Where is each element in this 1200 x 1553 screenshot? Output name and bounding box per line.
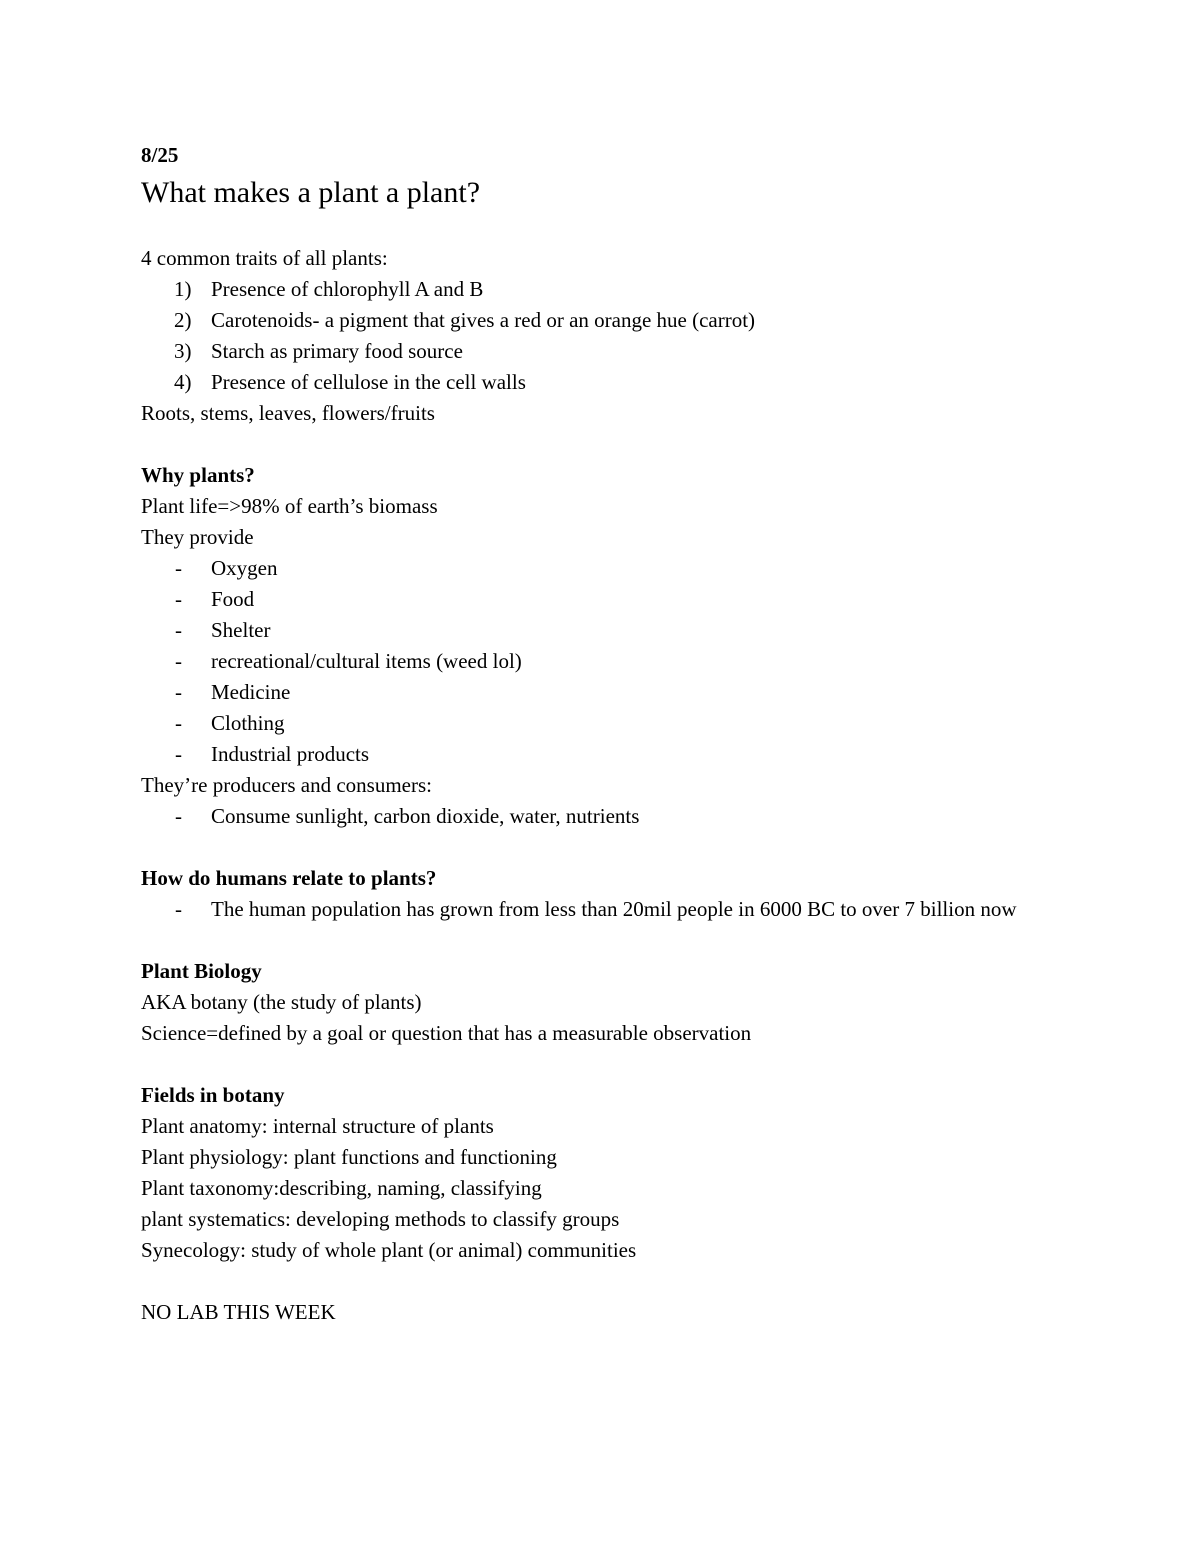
list-item bbox=[141, 894, 1081, 925]
list-item-text: Medicine bbox=[211, 680, 291, 704]
dash-bullet: - bbox=[175, 897, 182, 921]
they-provide-line: They provide bbox=[141, 525, 254, 549]
field-line: Plant physiology: plant functions and functioning bbox=[141, 1145, 557, 1169]
list-item bbox=[141, 615, 1081, 646]
provide-list bbox=[141, 553, 1081, 770]
list-number: 1) bbox=[174, 277, 192, 301]
humans-list bbox=[141, 894, 1081, 925]
document-page bbox=[141, 140, 1081, 1328]
list-item-text: Carotenoids- a pigment that gives a red or an orange hue (carrot) bbox=[211, 308, 756, 332]
consume-list bbox=[141, 801, 1081, 832]
traits-intro: 4 common traits of all plants: bbox=[141, 246, 388, 270]
producers-consumers-line: They’re producers and consumers: bbox=[141, 773, 432, 797]
date-heading: 8/25 bbox=[141, 143, 179, 167]
no-lab-notice: NO LAB THIS WEEK bbox=[141, 1300, 336, 1324]
page-title: What makes a plant a plant? bbox=[141, 176, 481, 209]
plant-biology-heading: Plant Biology bbox=[141, 959, 262, 983]
list-item-text: Presence of cellulose in the cell walls bbox=[211, 370, 526, 394]
list-item-text: Presence of chlorophyll A and B bbox=[211, 277, 484, 301]
field-line: Synecology: study of whole plant (or animal) communities bbox=[141, 1238, 637, 1262]
list-item-text: Oxygen bbox=[211, 556, 278, 580]
list-item bbox=[141, 739, 1081, 770]
dash-bullet: - bbox=[175, 742, 182, 766]
list-item bbox=[141, 708, 1081, 739]
dash-bullet: - bbox=[175, 804, 182, 828]
dash-bullet: - bbox=[175, 680, 182, 704]
list-item-text: Shelter bbox=[211, 618, 271, 642]
science-definition: Science=defined by a goal or question that has a measurable observation bbox=[141, 1021, 752, 1045]
traits-list bbox=[141, 274, 1081, 398]
list-item bbox=[141, 367, 1081, 398]
list-item-text: The human population has grown from less than 20mil people in 6000 BC to over 7 billion now bbox=[211, 897, 1017, 921]
fields-heading: Fields in botany bbox=[141, 1083, 285, 1107]
botany-definition: AKA botany (the study of plants) bbox=[141, 990, 422, 1014]
why-plants-heading: Why plants? bbox=[141, 463, 255, 487]
dash-bullet: - bbox=[175, 618, 182, 642]
list-item-text: Food bbox=[211, 587, 255, 611]
field-line: Plant anatomy: internal structure of plants bbox=[141, 1114, 494, 1138]
list-item bbox=[141, 274, 1081, 305]
list-number: 4) bbox=[174, 370, 192, 394]
list-item bbox=[141, 305, 1081, 336]
list-item bbox=[141, 646, 1081, 677]
biomass-line: Plant life=>98% of earth’s biomass bbox=[141, 494, 438, 518]
plant-parts-line: Roots, stems, leaves, flowers/fruits bbox=[141, 401, 435, 425]
list-item bbox=[141, 584, 1081, 615]
list-number: 2) bbox=[174, 308, 192, 332]
list-item bbox=[141, 677, 1081, 708]
dash-bullet: - bbox=[175, 711, 182, 735]
dash-bullet: - bbox=[175, 587, 182, 611]
list-item-text: recreational/cultural items (weed lol) bbox=[211, 649, 522, 673]
list-item bbox=[141, 801, 1081, 832]
list-item-text: Clothing bbox=[211, 711, 285, 735]
field-line: plant systematics: developing methods to classify groups bbox=[141, 1207, 620, 1231]
list-item bbox=[141, 336, 1081, 367]
field-line: Plant taxonomy:describing, naming, classifying bbox=[141, 1176, 542, 1200]
dash-bullet: - bbox=[175, 649, 182, 673]
list-item-text: Consume sunlight, carbon dioxide, water, nutrients bbox=[211, 804, 640, 828]
list-item-text: Starch as primary food source bbox=[211, 339, 463, 363]
list-number: 3) bbox=[174, 339, 192, 363]
list-item bbox=[141, 553, 1081, 584]
dash-bullet: - bbox=[175, 556, 182, 580]
humans-heading: How do humans relate to plants? bbox=[141, 866, 437, 890]
list-item-text: Industrial products bbox=[211, 742, 370, 766]
